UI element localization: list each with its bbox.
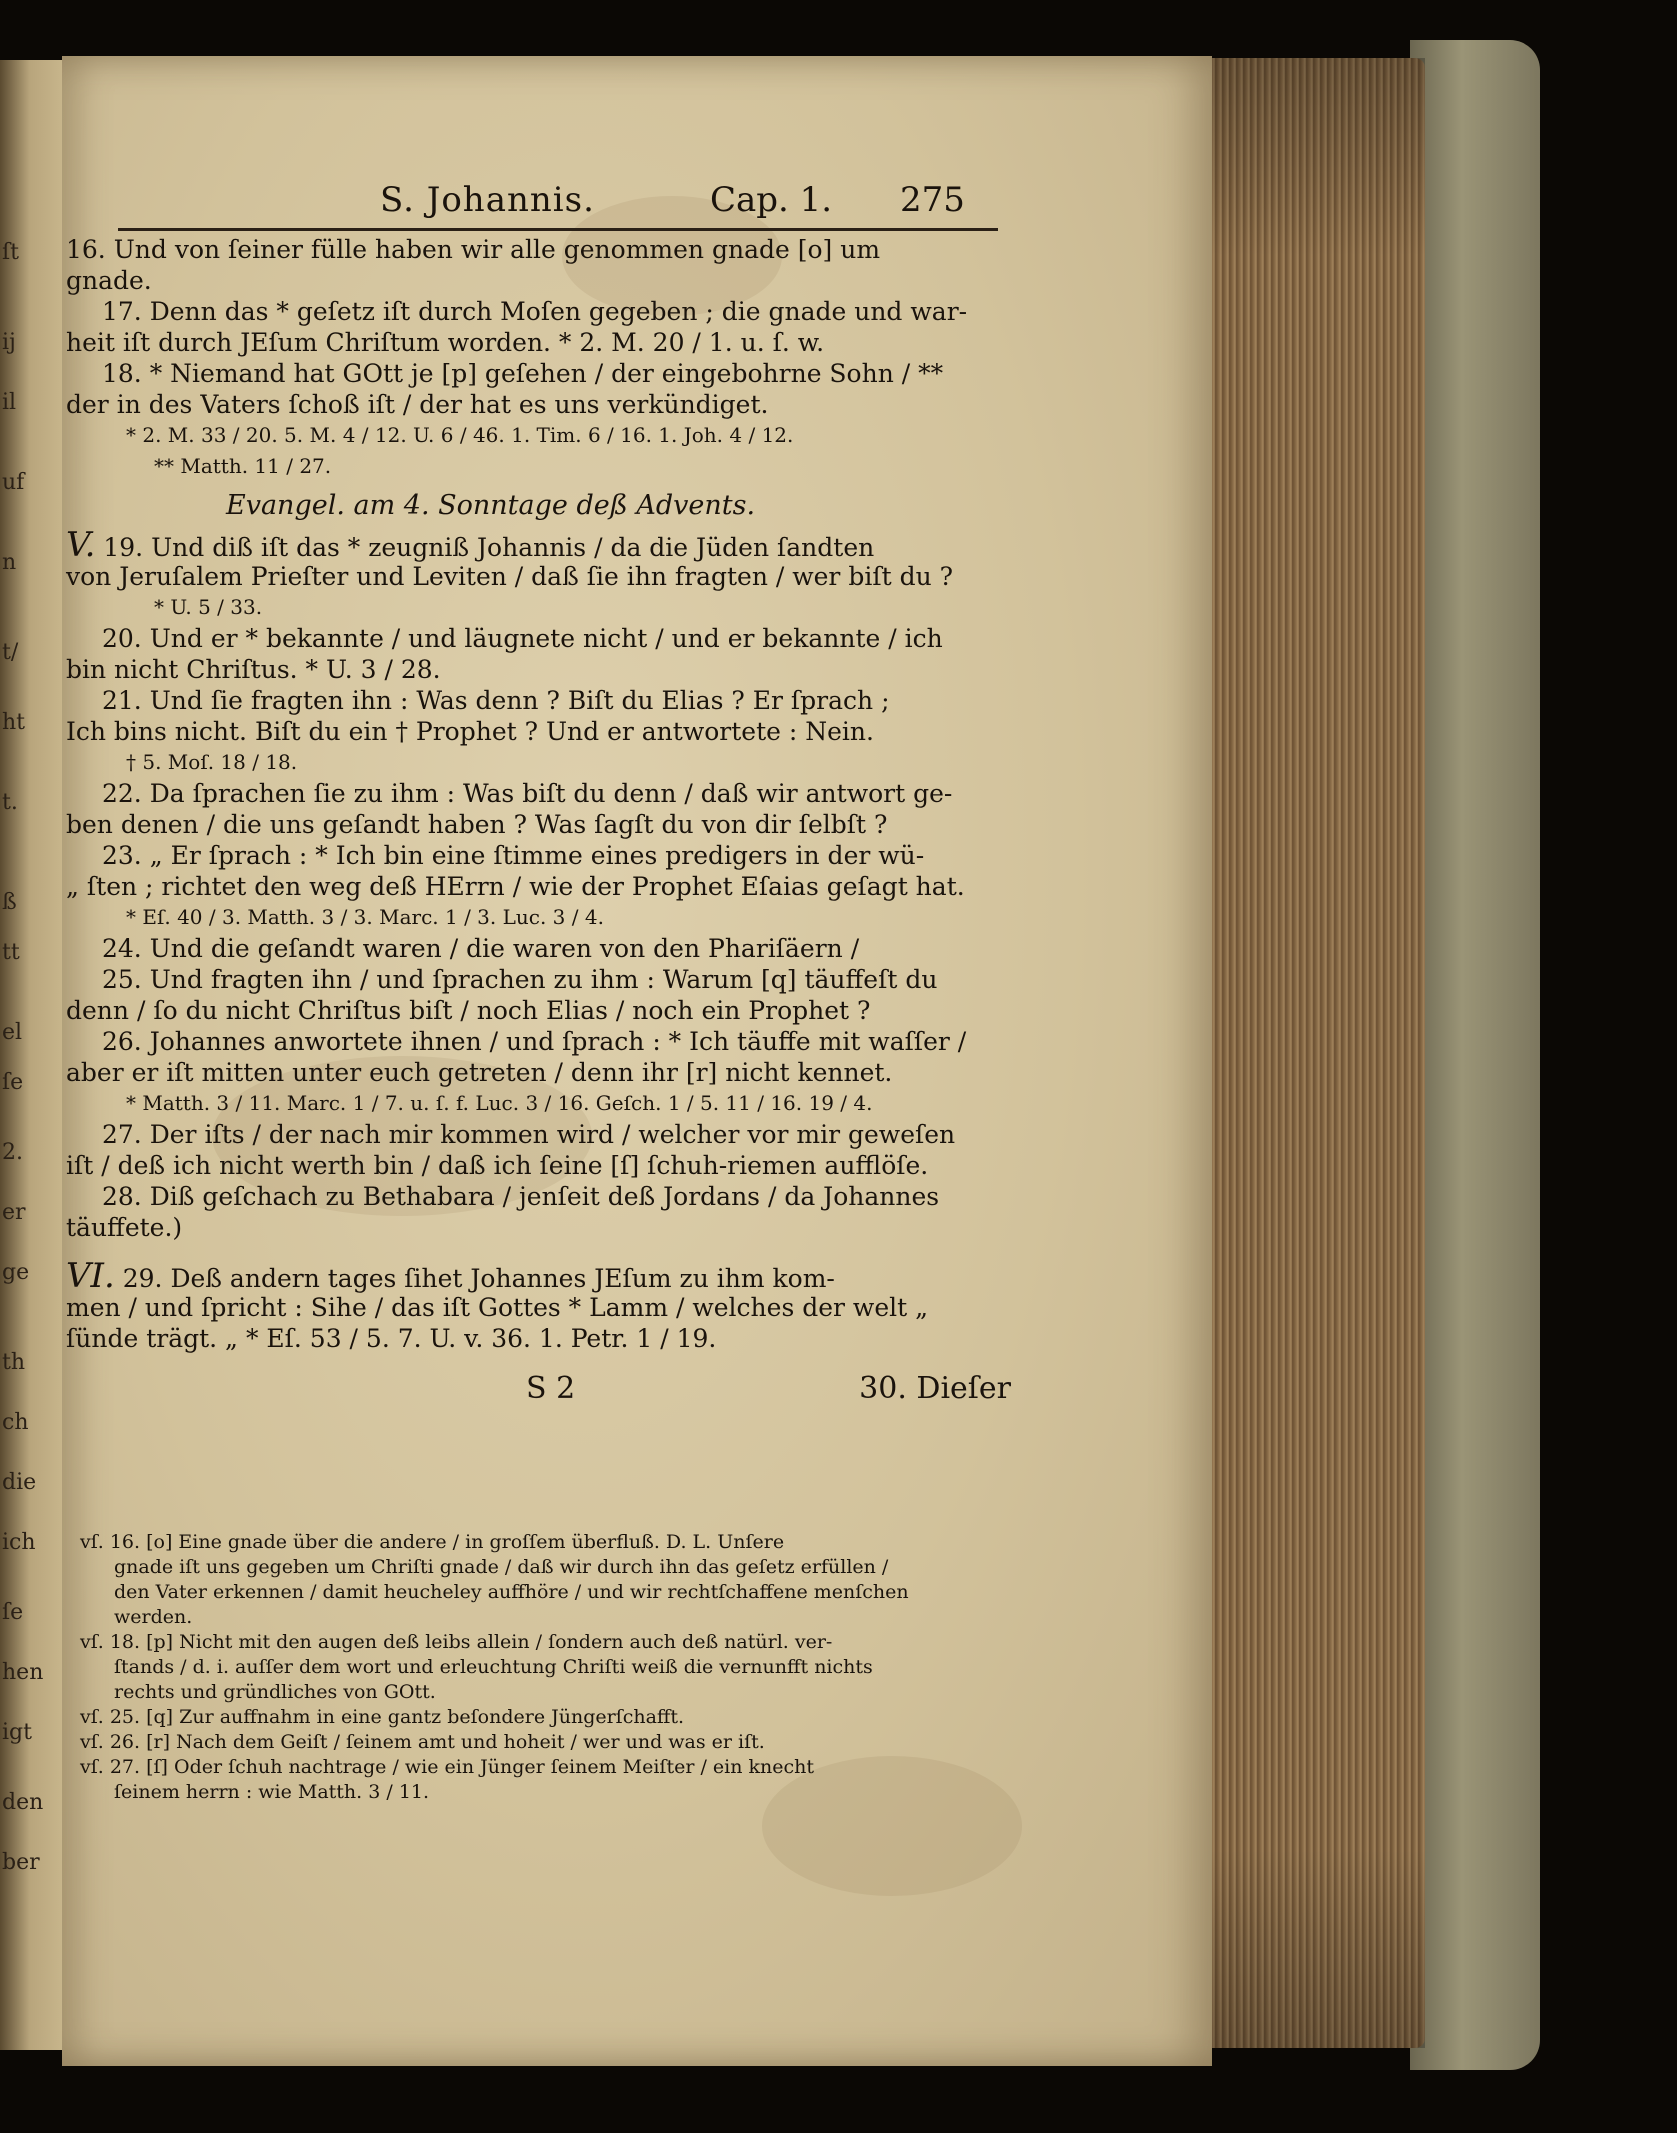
margin-fragment: el [2,1020,23,1045]
margin-fragment: ij [2,330,16,355]
margin-fragment: 2. [2,1140,23,1165]
signature-row [66,1354,1011,1424]
verse-line: 17. Denn das * geſetz iſt durch Moſen gegeben ; die gnade und war- [102,297,968,326]
verse-line: gnade. [66,266,152,295]
verse-line: 24. Und die geſandt waren / die waren von den Phariſäern / [102,934,860,963]
footnotes [80,1530,1030,1805]
footnote-line: vſ. 26. [r] Nach dem Geiſt / ſeinem amt und hoheit / wer und was er iſt. [80,1731,765,1753]
verse-line [66,1243,1011,1261]
footnote-line: ſeinem herrn : wie Matth. 3 / 11. [114,1781,430,1803]
running-head-chapter: Cap. 1. [710,180,833,220]
margin-fragment: igt [2,1720,32,1745]
margin-fragment: ſt [2,240,19,265]
cross-reference: † 5. Moſ. 18 / 18. [126,750,298,774]
cross-reference: * U. 5 / 33. [154,595,263,619]
verse-line: 16. Und von ſeiner fülle haben wir alle genommen gnade [o] um [66,235,881,264]
verse-line: 20. Und er * bekannte / und läugnete nicht / und er bekannte / ich [102,624,943,653]
section-heading: Evangel. am 4. Sonntage deß Advents. [226,490,756,521]
margin-fragment: hen [2,1660,44,1685]
running-head [380,180,1000,226]
facing-page-edge [0,60,66,2050]
footnote-line: ſtands / d. i. auſſer dem wort und erleuchtung Chriſti weiß die vernunfft nichts [114,1656,873,1678]
verse-line: 28. Diß geſchach zu Bethabara / jenſeit deß Jordans / da Johannes [102,1182,940,1211]
book-cover-edge [1410,40,1540,2070]
cross-reference: ** Matth. 11 / 27. [154,454,332,478]
verse-line: 25. Und fragten ihn / und ſprachen zu ihm : Warum [q] täuffeſt du [102,965,938,994]
footnote-line: vſ. 27. [ſ] Oder ſchuh nachtrage / wie ein Jünger ſeinem Meiſter / ein knecht [80,1756,814,1778]
verse-line: heit iſt durch JEſum Chriſtum worden. * 2. M. 20 / 1. u. ſ. w. [66,328,825,357]
margin-fragment: ch [2,1410,29,1435]
running-head-title: S. Johannis. [380,180,595,220]
margin-fragment: er [2,1200,26,1225]
verse-line: 26. Johannes anwortete ihnen / und ſprach : * Ich täuffe mit waſſer / [102,1027,967,1056]
verse-line: 18. * Niemand hat GOtt je [p] geſehen / der eingebohrne Sohn / ** [102,359,944,388]
verse-line: men / und ſpricht : Sihe / das iſt Gottes * Lamm / welches der welt „ [66,1293,929,1322]
verse-line: 22. Da ſprachen ſie zu ihm : Was biſt du denn / daß wir antwort ge- [102,779,953,808]
verse-line: denn / ſo du nicht Chriſtus biſt / noch Elias / noch ein Prophet ? [66,996,871,1025]
section-numeral: VI. [66,1256,115,1296]
verse-line: VI. 29. Deß andern tages ſihet Johannes JEſum zu ihm kom- [66,1256,835,1296]
cross-reference: * Matth. 3 / 11. Marc. 1 / 7. u. ſ. f. Luc. 3 / 16. Geſch. 1 / 5. 11 / 16. 19 / 4. [126,1091,873,1115]
footnote-line: rechts und gründliches von GOtt. [114,1681,436,1703]
margin-fragment: ich [2,1530,36,1555]
margin-fragment: ber [2,1850,40,1875]
verse-line: ſünde trägt. „ * Eſ. 53 / 5. 7. U. v. 36. 1. Petr. 1 / 19. [66,1324,717,1353]
margin-fragment: ge [2,1260,30,1285]
margin-fragment: th [2,1350,26,1375]
verse-line: von Jeruſalem Prieſter und Leviten / daß ſie ihn fragten / wer biſt du ? [66,562,954,591]
margin-fragment: n [2,550,17,575]
signature-mark: S 2 [526,1371,576,1406]
verse-line: V. 19. Und diß iſt das * zeugniß Johannis / da die Jüden ſandten [66,525,875,565]
verse-line: iſt / deß ich nicht werth bin / daß ich ſeine [ſ] ſchuh-riemen aufflöſe. [66,1151,929,1180]
verse-line: Ich bins nicht. Biſt du ein † Prophet ? Und er antwortete : Nein. [66,717,874,746]
margin-fragment: t. [2,790,18,815]
verse-line: ben denen / die uns geſandt haben ? Was ſagſt du von dir ſelbſt ? [66,810,888,839]
margin-fragment: uf [2,470,25,495]
footnote-line: werden. [114,1606,193,1628]
head-rule [118,228,998,231]
footnote-line: den Vater erkennen / damit heucheley auffhöre / und wir rechtſchaffene menſchen [114,1581,909,1603]
verse-line: täuffete.) [66,1213,183,1242]
cross-reference: * Eſ. 40 / 3. Matth. 3 / 3. Marc. 1 / 3. Luc. 3 / 4. [126,905,604,929]
cross-reference: * 2. M. 33 / 20. 5. M. 4 / 12. U. 6 / 46. 1. Tim. 6 / 16. 1. Joh. 4 / 12. [126,423,794,447]
margin-fragment: tt [2,940,20,965]
verse-line: „ ſten ; richtet den weg deß HErrn / wie der Prophet Eſaias geſagt hat. [66,872,965,901]
footnote-line: vſ. 18. [p] Nicht mit den augen deß leibs allein / ſondern auch deß natürl. ver- [80,1631,833,1653]
footnote-line: vſ. 16. [o] Eine gnade über die andere / in groſſem überfluß. D. L. Unſere [80,1531,785,1553]
margin-fragment: t/ [2,640,19,665]
section-numeral: V. [66,525,96,565]
page-fore-edge [1195,58,1425,2048]
verse-line: 21. Und ſie fragten ihn : Was denn ? Biſt du Elias ? Er ſprach ; [102,686,890,715]
margin-fragment: die [2,1470,37,1495]
margin-fragment: ß [2,890,17,915]
main-text [66,234,1011,1424]
footnote-line: vſ. 25. [q] Zur auffnahm in eine gantz beſondere Jüngerſchafft. [80,1706,685,1728]
footnote-line: gnade iſt uns gegeben um Chriſti gnade / daß wir durch ihn das geſetz erfüllen / [114,1556,889,1578]
margin-fragment: ſe [2,1070,24,1095]
verse-line: aber er iſt mitten unter euch getreten / denn ihr [r] nicht kennet. [66,1058,893,1087]
verse-line: bin nicht Chriſtus. * U. 3 / 28. [66,655,441,684]
margin-fragment: ſe [2,1600,24,1625]
margin-fragment: den [2,1790,44,1815]
page-number: 275 [900,180,965,220]
verse-line: 27. Der iſts / der nach mir kommen wird / welcher vor mir geweſen [102,1120,956,1149]
verse-line: der in des Vaters ſchoß iſt / der hat es uns verkündiget. [66,390,769,419]
verse-line: 23. „ Er ſprach : * Ich bin eine ſtimme eines predigers in der wü- [102,841,925,870]
margin-fragment: ht [2,710,26,735]
margin-fragment: il [2,390,17,415]
catchword: 30. Dieſer [859,1371,1011,1406]
